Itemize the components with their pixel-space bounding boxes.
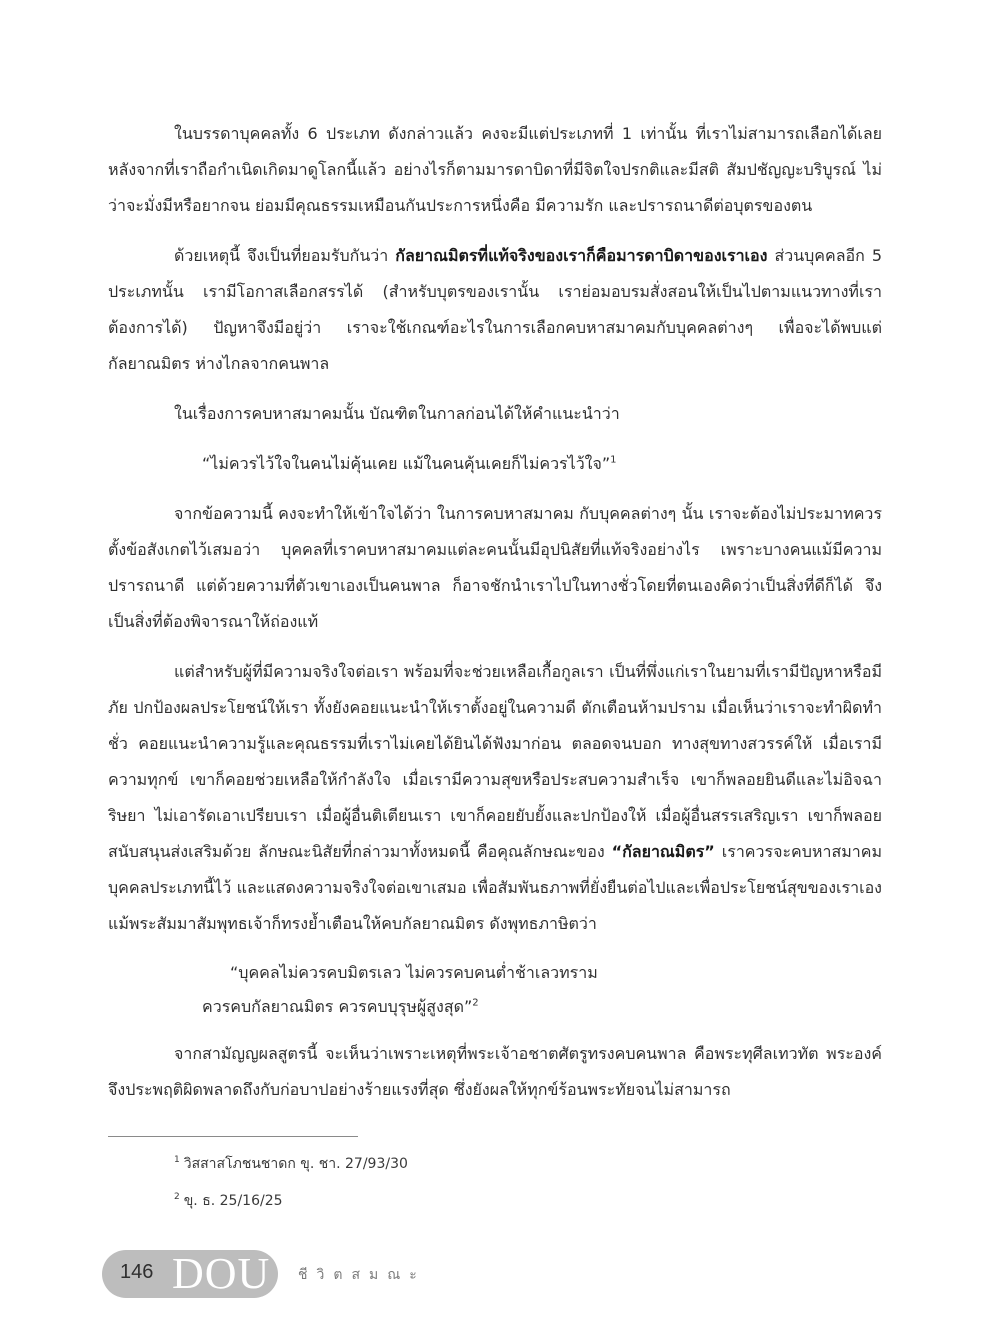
proverb-quote-text: “ไม่ควรไว้ใจในคนไม่คุ้นเคย แม้ในคนคุ้นเคยก็ไม่ควรไว้ใจ” <box>202 454 611 473</box>
footnotes <box>174 1154 774 1228</box>
paragraph-2-lead: ด้วยเหตุนี้ จึงเป็นที่ยอมรับกันว่า <box>174 246 396 265</box>
footnote-2 <box>174 1191 774 1211</box>
page-number: 146 <box>120 1261 154 1283</box>
paragraph-2 <box>108 238 882 382</box>
footnote-mark-2: 2 <box>174 1192 180 1203</box>
footnote-text-1: วิสสาสโภชนชาดก ขุ. ชา. 27/93/30 <box>183 1156 408 1172</box>
footnote-ref-2: 2 <box>472 997 479 1009</box>
footnote-1 <box>174 1154 774 1174</box>
paragraph-5-lead: แต่สำหรับผู้ที่มีความจริงใจต่อเรา พร้อมที่จะช่วยเหลือเกื้อกูลเรา เป็นที่พึ่งแก่เราในยามที่เรามีปัญหาหรือมีภัย ปกป้องผลประโยชน์ให้เรา ทั้งยังคอยแนะนำให้เราตั้งอยู่ในความดี ตักเตือนห้ามปราม เมื่อเห็นว่าเราจะทำผิดทำชั่ว คอยแนะนำความรู้และคุณธรรมที่เราไม่เคยได้ยินได้ฟังมาก่อน ตลอดจนบอก ทางสุขทางสวรรค์ให้ เมื่อเรามีความทุกข์ เขาก็คอยช่วยเหลือให้กำลังใจ เมื่อเรามีความสุขหรือประสบความสำเร็จ เขาก็พลอยยินดีและไม่อิจฉาริษยา ไม่เอารัดเอาเปรียบเรา เมื่อผู้อื่นติเตียนเรา เขาก็คอยยับยั้งและปกป้องให้ เมื่อผู้อื่นสรรเสริญเรา เขาก็พลอยสนับสนุนส่งเสริมด้วย ลักษณะนิสัยที่กล่าวมาทั้งหมดนี้ คือคุณลักษณะของ <box>108 662 882 861</box>
verse-line-2-text: ควรคบกัลยาณมิตร ควรคบบุรุษผู้สูงสุด” <box>202 997 473 1016</box>
verse-line-2 <box>108 990 882 1024</box>
footnote-text-2: ขุ. ธ. 25/16/25 <box>183 1193 283 1209</box>
paragraph-5-rest: เราควรจะคบหาสมาคมบุคคลประเภทนี้ไว้ และแสดงความจริงใจต่อเขาเสมอ เพื่อสัมพันธภาพที่ยั่งยืนต่อไปและเพื่อประโยชน์สุขของเราเอง แม้พระสัมมาสัมพุทธเจ้าก็ทรงย้ำเตือนให้คบกัลยาณมิตร ดังพุทธภาษิตว่า <box>108 842 882 933</box>
paragraph-4: จากข้อความนี้ คงจะทำให้เข้าใจได้ว่า ในการคบหาสมาคม กับบุคคลต่างๆ นั้น เราจะต้องไม่ประมาทควรตั้งข้อสังเกตไว้เสมอว่า บุคคลที่เราคบหาสมาคมแต่ละคนนั้นมีอุปนิสัยที่แท้จริงอย่างไร เพราะบางคนแม้มีความปรารถนาดี แต่ด้วยความที่ตัวเขาเองเป็นคนพาล ก็อาจชักนำเราไปในทางชั่วโดยที่ตนเองคิดว่าเป็นสิ่งที่ดีก็ได้ จึงเป็นสิ่งที่ต้องพิจารณาให้ถ่องแท้ <box>108 504 882 631</box>
footnote-mark-1: 1 <box>174 1155 180 1166</box>
dou-logo: DOU <box>172 1249 271 1298</box>
paragraph-6: จากสามัญญผลสูตรนี้ จะเห็นว่าเพราะเหตุที่พระเจ้าอชาตศัตรูทรงคบคนพาล คือพระทุศีลเทวทัต พระองค์จึงประพฤติผิดพลาดถึงกับก่อบาปอย่างร้ายแรงที่สุด ซึ่งยังผลให้ทุกข์ร้อนพระทัยจนไม่สามารถ <box>108 1044 882 1099</box>
paragraph-3: ในเรื่องการคบหาสมาคมนั้น บัณฑิตในกาลก่อนได้ให้คำแนะนำว่า <box>174 404 620 423</box>
footnote-ref-1: 1 <box>610 454 617 466</box>
body-text <box>108 116 882 1122</box>
paragraph-5-emphasis: “กัลยาณมิตร” <box>611 842 715 861</box>
buddha-verse <box>108 956 882 1024</box>
paragraph-2-emphasis: กัลยาณมิตรที่แท้จริงของเราก็คือมารดาบิดาของเราเอง <box>395 246 768 265</box>
page-footer-badge <box>102 1250 278 1298</box>
running-book-title: ชีวิตสมณะ <box>298 1267 426 1283</box>
footnote-divider <box>108 1136 358 1137</box>
paragraph-5 <box>108 654 882 942</box>
proverb-quote <box>108 446 882 482</box>
paragraph-1: ในบรรดาบุคคลทั้ง 6 ประเภท ดังกล่าวแล้ว คงจะมีแต่ประเภทที่ 1 เท่านั้น ที่เราไม่สามารถเลือกได้เลย หลังจากที่เราถือกำเนิดเกิดมาดูโลกนี้แล้ว อย่างไรก็ตามมารดาบิดาที่มีจิตใจปรกติและมีสติ สัมปชัญญะบริบูรณ์ ไม่ว่าจะมั่งมีหรือยากจน ย่อมมีคุณธรรมเหมือนกันประการหนึ่งคือ มีความรัก และปรารถนาดีต่อบุตรของตน <box>108 124 882 215</box>
verse-line-1: “บุคคลไม่ควรคบมิตรเลว ไม่ควรคบคนต่ำช้าเลวทราม <box>230 963 598 982</box>
paragraph-2-rest: ส่วนบุคคลอีก 5 ประเภทนั้น เรามีโอกาสเลือกสรรได้ (สำหรับบุตรของเรานั้น เราย่อมอบรมสั่งสอนให้เป็นไปตามแนวทางที่เราต้องการได้) ปัญหาจึงมีอยู่ว่า เราจะใช้เกณฑ์อะไรในการเลือกคบหาสมาคมกับบุคคลต่างๆ เพื่อจะได้พบแต่กัลยาณมิตร ห่างไกลจากคนพาล <box>108 246 883 373</box>
